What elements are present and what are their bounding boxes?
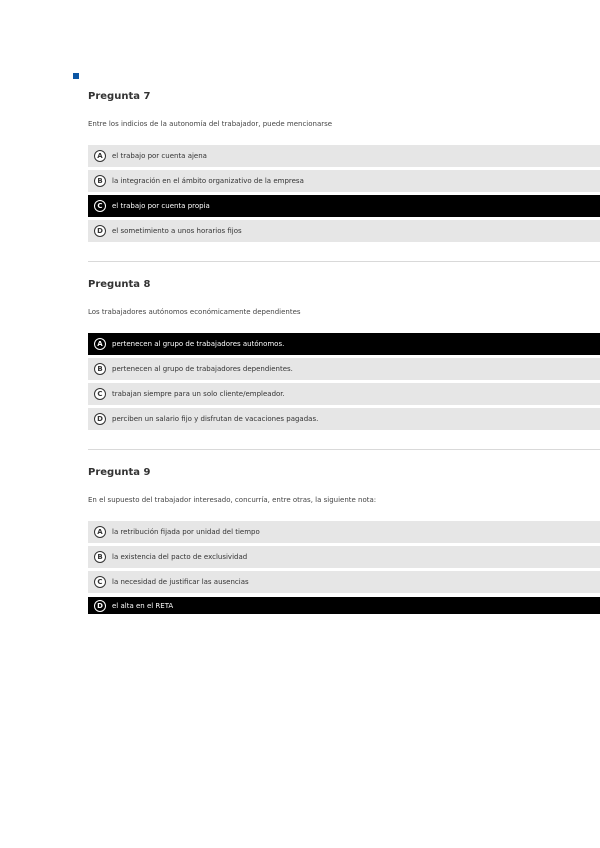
question-7-title: Pregunta 7: [88, 91, 151, 102]
option-letter-badge: D: [94, 413, 106, 425]
question-divider: [88, 449, 600, 450]
option-letter-badge: A: [94, 150, 106, 162]
option-letter-badge: B: [94, 551, 106, 563]
question-8-title: Pregunta 8: [88, 279, 151, 290]
option-label: la existencia del pacto de exclusividad: [112, 553, 248, 561]
option-letter-badge: A: [94, 526, 106, 538]
option-label: el trabajo por cuenta propia: [112, 202, 210, 210]
option-label: la retribución fijada por unidad del tiempo: [112, 528, 260, 536]
question-7-option-c[interactable]: [88, 195, 600, 217]
option-label: el trabajo por cuenta ajena: [112, 152, 207, 160]
option-letter-badge: D: [94, 225, 106, 237]
option-label: la integración en el ámbito organizativo de la empresa: [112, 177, 304, 185]
option-letter-badge: B: [94, 363, 106, 375]
option-letter-badge: B: [94, 175, 106, 187]
question-9-title: Pregunta 9: [88, 467, 151, 478]
question-8-option-d[interactable]: [88, 408, 600, 430]
option-label: pertenecen al grupo de trabajadores autónomos.: [112, 340, 285, 348]
option-label: el alta en el RETA: [112, 601, 174, 610]
question-9-text: En el supuesto del trabajador interesado, concurría, entre otras, la siguiente nota:: [88, 496, 377, 504]
question-8-option-a[interactable]: [88, 333, 600, 355]
question-7-option-d[interactable]: [88, 220, 600, 242]
option-label: el sometimiento a unos horarios fijos: [112, 227, 242, 235]
option-letter-badge: A: [94, 338, 106, 350]
option-letter-badge: C: [94, 576, 106, 588]
option-label: trabajan siempre para un solo cliente/empleador.: [112, 390, 285, 398]
question-8-option-b[interactable]: [88, 358, 600, 380]
page-marker: [73, 73, 79, 79]
question-9-option-c[interactable]: [88, 571, 600, 593]
option-letter-badge: C: [94, 200, 106, 212]
option-label: pertenecen al grupo de trabajadores dependientes.: [112, 365, 293, 373]
question-7-option-b[interactable]: [88, 170, 600, 192]
option-letter-badge: C: [94, 388, 106, 400]
question-7-text: Entre los indicios de la autonomía del trabajador, puede mencionarse: [88, 120, 333, 128]
question-7-option-a[interactable]: [88, 145, 600, 167]
question-divider: [88, 261, 600, 262]
question-9-option-d[interactable]: [88, 597, 600, 614]
question-9-option-a[interactable]: [88, 521, 600, 543]
option-letter-badge: D: [94, 600, 106, 612]
option-label: perciben un salario fijo y disfrutan de vacaciones pagadas.: [112, 415, 319, 423]
question-9-option-b[interactable]: [88, 546, 600, 568]
question-8-option-c[interactable]: [88, 383, 600, 405]
question-8-text: Los trabajadores autónomos económicamente dependientes: [88, 308, 301, 316]
option-label: la necesidad de justificar las ausencias: [112, 578, 249, 586]
